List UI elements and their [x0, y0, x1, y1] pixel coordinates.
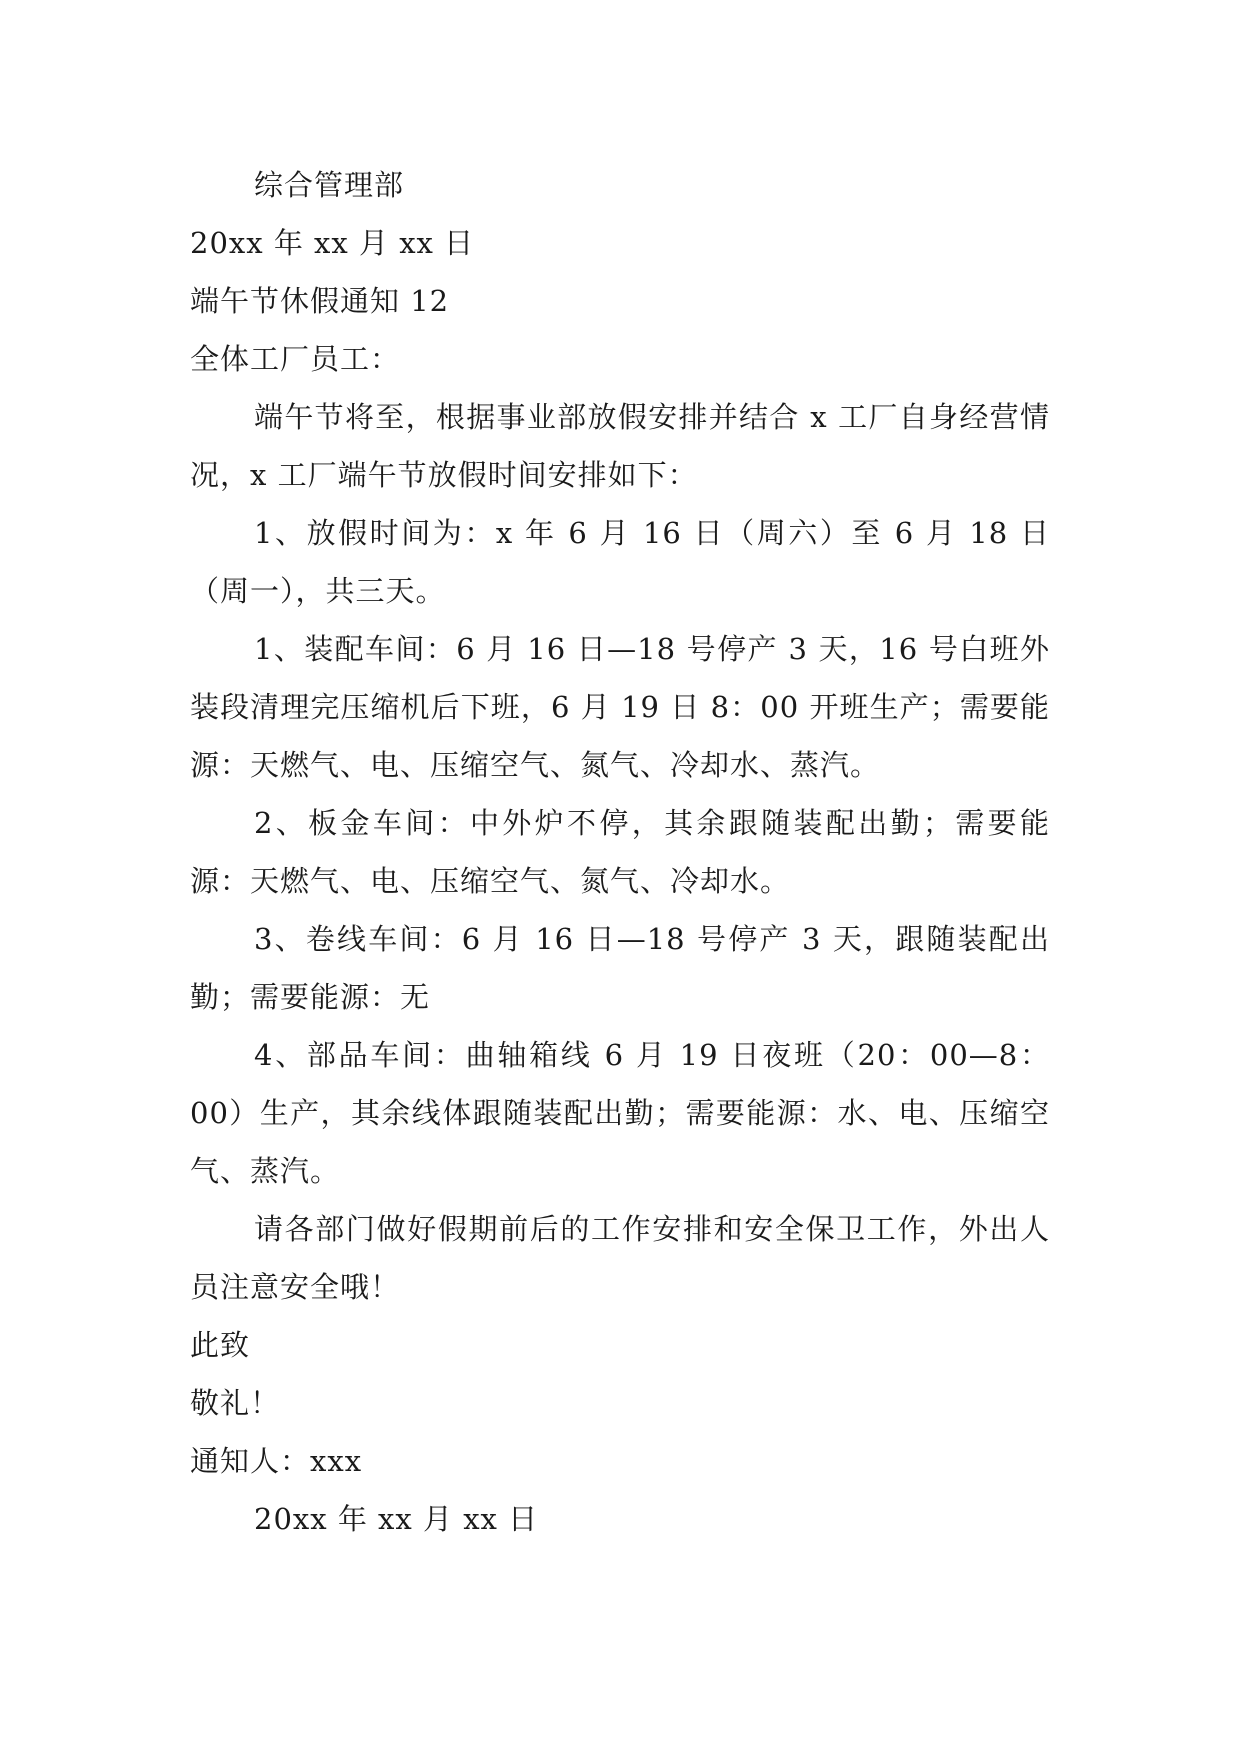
holiday-period-item: 1、放假时间为：x 年 6 月 16 日（周六）至 6 月 18 日（周一），共三天。	[190, 516, 1050, 608]
header-date: 20xx 年 xx 月 xx 日	[190, 226, 475, 260]
sheet-metal-workshop-item: 2、板金车间：中外炉不停，其余跟随装配出勤；需要能源：天燃气、电、压缩空气、氮气、冷却水。	[190, 806, 1050, 898]
assembly-workshop-item: 1、装配车间：6 月 16 日—18 号停产 3 天，16 号白班外装段清理完压缩机后下班，6 月 19 日 8：00 开班生产；需要能源：天燃气、电、压缩空气、氮气、冷却水、蒸汽。	[190, 632, 1050, 782]
closing-line-2: 敬礼！	[190, 1386, 281, 1420]
notice-text	[190, 156, 1050, 1548]
department-name: 综合管理部	[254, 168, 405, 202]
salutation: 全体工厂员工：	[190, 342, 401, 376]
closing-date: 20xx 年 xx 月 xx 日	[254, 1502, 539, 1536]
closing-line-1: 此致	[190, 1328, 251, 1362]
winding-workshop-item: 3、卷线车间：6 月 16 日—18 号停产 3 天，跟随装配出勤；需要能源：无	[190, 922, 1050, 1014]
notifier: 通知人：xxx	[190, 1444, 363, 1478]
intro-paragraph: 端午节将至，根据事业部放假安排并结合 x 工厂自身经营情况，x 工厂端午节放假时间安排如下：	[190, 400, 1050, 492]
notice-title: 端午节休假通知 12	[190, 284, 450, 318]
parts-workshop-item: 4、部品车间：曲轴箱线 6 月 19 日夜班（20：00—8：00）生产，其余线体跟随装配出勤；需要能源：水、电、压缩空气、蒸汽。	[190, 1038, 1050, 1188]
reminder-paragraph: 请各部门做好假期前后的工作安排和安全保卫工作，外出人员注意安全哦！	[190, 1212, 1050, 1304]
